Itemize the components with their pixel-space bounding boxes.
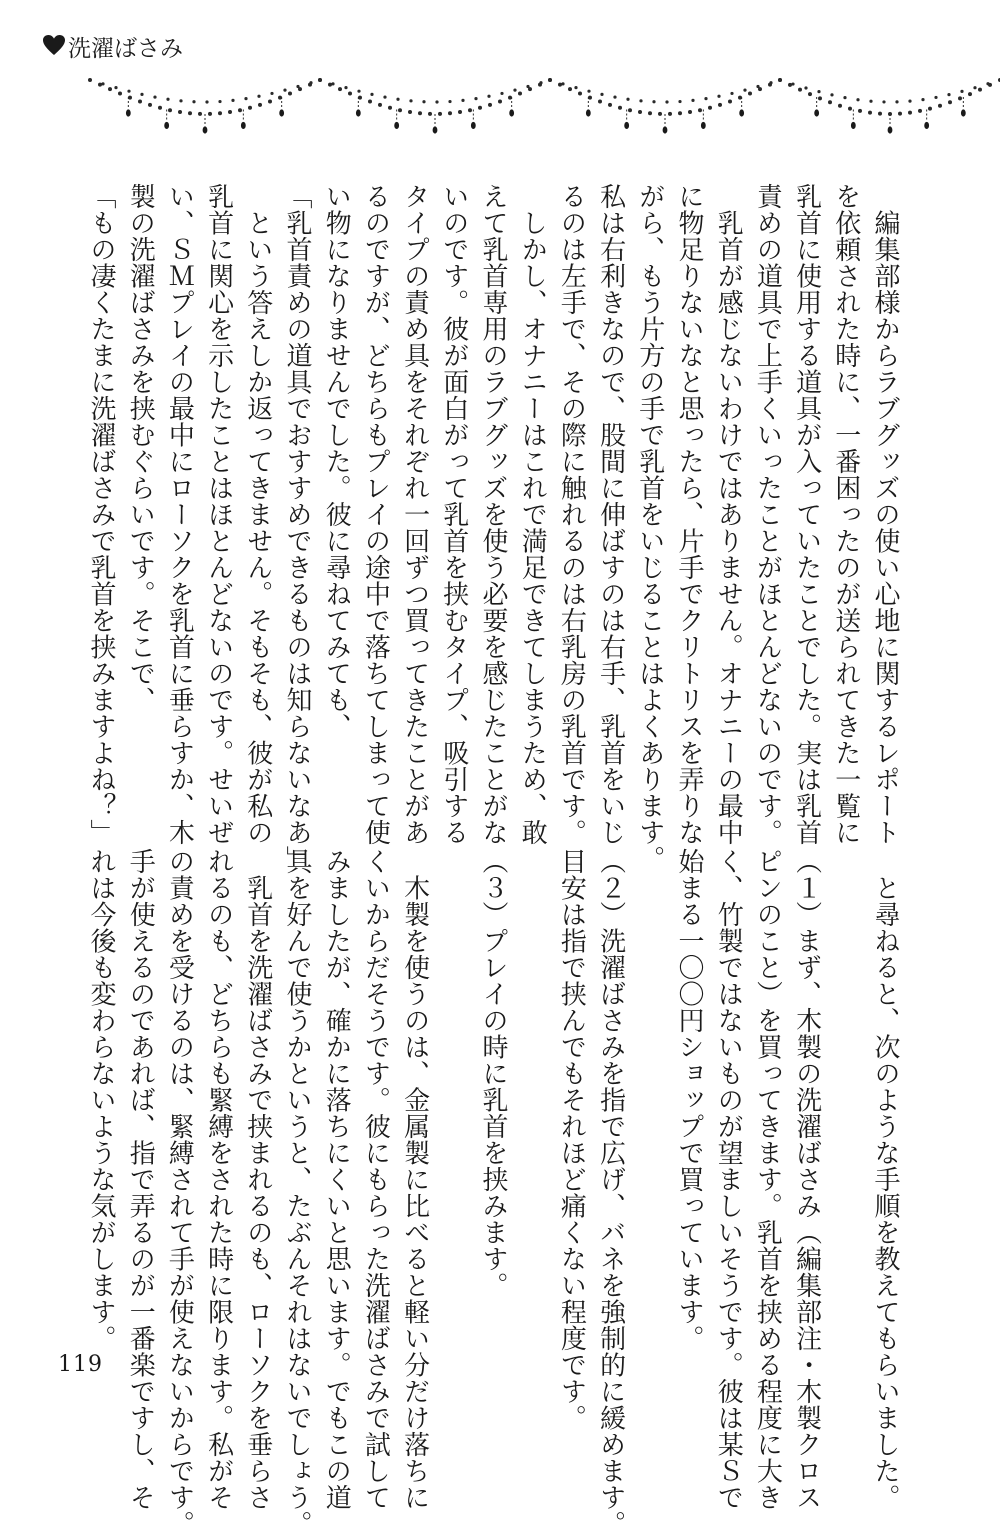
text-column: 目安は指で挟んでもそれほど痛くない程度です。 <box>556 848 587 1431</box>
garland-dot <box>435 100 438 103</box>
garland-dot <box>818 96 822 100</box>
garland-dot <box>179 99 182 102</box>
garland-dot <box>198 112 202 116</box>
garland-dot <box>238 108 242 112</box>
garland-dot <box>598 99 602 103</box>
garland-dot <box>728 99 732 103</box>
garland-pendant <box>356 109 361 116</box>
garland-pendant <box>701 122 706 129</box>
garland-dot <box>296 85 299 88</box>
garland-pendant <box>126 109 131 116</box>
text-column: 始まる一〇〇円ショップで買っています。 <box>674 848 704 1352</box>
garland-dot <box>244 97 247 100</box>
garland-dot <box>698 108 702 112</box>
garland-pendant <box>586 109 591 116</box>
garland-dot <box>798 88 802 92</box>
garland-dot <box>396 98 399 101</box>
garland-pendant <box>888 126 893 133</box>
garland-dot <box>378 103 382 107</box>
text-column: （１）まず、木製の洗濯ばさみ（編集部注・木製クロス <box>791 848 822 1511</box>
garland-pendant <box>814 109 819 116</box>
garland-dot <box>318 78 321 81</box>
text-column: を依頼された時に、一番困ったのが送られてきた一覧に <box>830 183 861 846</box>
garland-dot <box>778 78 781 81</box>
text-column: と尋ねると、次のような手順を教えてもらいました。 <box>870 848 900 1511</box>
garland-dot <box>688 110 692 114</box>
garland-dot <box>398 108 402 112</box>
garland-dot <box>613 95 616 98</box>
garland-dot <box>218 111 222 115</box>
garland-pendant <box>663 126 668 133</box>
garland-dot <box>968 92 972 96</box>
text-column: 製の洗濯ばさみを挟むぐらいです。そこで、 <box>125 183 156 713</box>
text-column: しかし、オナニーはこれで満足できてしまうため、敢 <box>517 183 548 846</box>
garland-dot <box>331 82 334 85</box>
garland-dot <box>708 106 712 110</box>
garland-dot <box>817 90 820 93</box>
text-column <box>827 848 859 1338</box>
garland-dot <box>918 109 922 113</box>
text-column: いのです。彼が面白がって乳首を挟むタイプ、吸引する <box>438 183 469 846</box>
garland-dot <box>288 92 292 96</box>
garland-dot <box>108 87 112 91</box>
garland-dot <box>548 78 551 81</box>
text-column: い物になりませんでした。彼に尋ねてみても、 <box>321 183 352 740</box>
garland-dot <box>717 95 720 98</box>
text-column: れるのも、どちらも緊縛をされた時に限ります。私がそ <box>203 848 234 1511</box>
garland-dot <box>638 110 642 114</box>
garland-dot <box>608 103 612 107</box>
text-column: 乳首に使用する道具が入っていたことでした。実は乳首 <box>791 183 822 846</box>
garland-dot <box>270 92 273 95</box>
garland-dot <box>158 106 162 110</box>
text-column: に物足りないなと思ったら、片手でクリトリスを弄りな <box>674 183 704 846</box>
garland-dot <box>188 111 192 115</box>
garland-dot <box>626 98 629 101</box>
garland-dot <box>138 99 142 103</box>
garland-pendant <box>471 122 476 129</box>
garland-dot <box>978 88 982 92</box>
text-column: 私は右利きなので、股間に伸ばすのは右手、乳首をいじ <box>595 183 626 846</box>
garland-dot <box>208 112 212 116</box>
garland-dot <box>500 92 503 95</box>
garland-dot <box>526 85 529 88</box>
garland-dot <box>178 110 182 114</box>
decorative-garland <box>80 72 1000 142</box>
garland-dot <box>461 99 464 102</box>
garland-dot <box>973 86 976 89</box>
garland-dot <box>756 85 759 88</box>
garland-dot <box>127 90 130 93</box>
garland-dot <box>658 112 662 116</box>
garland-dot <box>468 108 472 112</box>
garland-dot <box>921 98 924 101</box>
garland-dot <box>578 92 582 96</box>
text-column <box>513 848 545 1338</box>
garland-pendant <box>961 109 966 116</box>
garland-dot <box>958 96 962 100</box>
garland-dot <box>98 83 102 87</box>
garland-dot <box>743 89 746 92</box>
text-column: く、竹製ではないものが望ましいそうです。彼は某Ｓで <box>713 848 744 1511</box>
garland-dot <box>788 83 792 87</box>
garland-dot <box>587 90 590 93</box>
garland-pendant <box>279 109 284 116</box>
garland-dot <box>934 96 937 99</box>
garland-dot <box>791 82 794 85</box>
heart-icon <box>42 34 66 64</box>
garland-dot <box>748 92 752 96</box>
garland-dot <box>947 93 950 96</box>
garland-dot <box>574 86 577 89</box>
text-column: （２）洗濯ばさみを指で広げ、バネを強制的に緩めます。 <box>595 848 626 1537</box>
garland-dot <box>668 112 672 116</box>
garland-dot <box>838 104 842 108</box>
garland-dot <box>628 108 632 112</box>
text-column: えて乳首専用のラブグッズを使う必要を感じたことがな <box>478 183 508 846</box>
garland-dot <box>388 106 392 110</box>
garland-dot <box>986 82 989 85</box>
garland-dot <box>192 100 195 103</box>
garland-dot <box>948 100 952 104</box>
garland-dot <box>488 103 492 107</box>
garland-dot <box>268 99 272 103</box>
garland-dot <box>878 112 882 116</box>
garland-dot <box>383 95 386 98</box>
garland-dot <box>848 107 852 111</box>
text-column: 乳首を洗濯ばさみで挟まれるのも、ローソクを垂らさ <box>242 848 273 1511</box>
text-column: くいからだそうです。彼にもらった洗濯ばさみで試して <box>360 848 391 1511</box>
garland-dot <box>518 92 522 96</box>
garland-dot <box>539 81 542 84</box>
garland-dot <box>448 111 452 115</box>
garland-dot <box>309 81 312 84</box>
garland-dot <box>448 100 451 103</box>
garland-dot <box>618 106 622 110</box>
garland-dot <box>678 100 681 103</box>
text-column: という答えしか返ってきません。そもそも、彼が私の <box>242 183 273 846</box>
garland-dot <box>665 100 668 103</box>
text-column: 「乳首責めの道具でおすすめできるものは知らないなあ」 <box>282 183 312 872</box>
garland-dot <box>718 103 722 107</box>
garland-dot <box>458 110 462 114</box>
garland-dot <box>928 107 932 111</box>
text-column <box>435 848 467 1338</box>
garland-dot <box>513 89 516 92</box>
text-column: 編集部様からラブグッズの使い心地に関するレポート <box>870 183 900 846</box>
garland-dot <box>101 82 104 85</box>
garland-dot <box>652 100 655 103</box>
garland-dot <box>769 81 772 84</box>
text-column: ピンのこと）を買ってきます。乳首を挟める程度に大き <box>752 848 783 1511</box>
text-column: 乳首に関心を示したことはほとんどないのです。せいぜ <box>203 183 234 846</box>
garland-dot <box>218 100 221 103</box>
text-column: タイプの責め具をそれぞれ一回ずつ買ってきたことがあ <box>399 183 430 846</box>
garland-dot <box>895 100 898 103</box>
garland-dot <box>830 93 833 96</box>
garland-pendant <box>851 122 856 129</box>
garland-dot <box>344 86 347 89</box>
garland-dot <box>231 99 234 102</box>
garland-dot <box>418 111 422 115</box>
garland-dot <box>843 96 846 99</box>
garland-dot <box>283 89 286 92</box>
garland-dot <box>558 83 562 87</box>
garland-pendant <box>394 122 399 129</box>
garland-dot <box>691 99 694 102</box>
text-column: い、ＳＭプレイの最中にローソクを乳首に垂らすか、木 <box>164 183 195 846</box>
garland-dot <box>140 93 143 96</box>
garland-dot <box>869 100 872 103</box>
garland-dot <box>600 93 603 96</box>
text-column: れは今後も変わらないような気がします。 <box>86 848 116 1352</box>
garland-pendant <box>433 126 438 133</box>
garland-dot <box>478 106 482 110</box>
garland-dot <box>828 100 832 104</box>
garland-dot <box>960 90 963 93</box>
garland-dot <box>368 99 372 103</box>
text-column: るのは左手で、その際に触れるのは右乳房の乳首です。 <box>556 183 587 846</box>
garland-dot <box>228 110 232 114</box>
text-column: の責めを受けるのは、緊縛されて手が使えないからです。 <box>164 848 195 1537</box>
garland-dot <box>422 100 425 103</box>
garland-dot <box>868 111 872 115</box>
garland-pendant <box>739 109 744 116</box>
garland-pendant <box>924 122 929 129</box>
text-column <box>631 848 663 1338</box>
chapter-title: 洗濯ばさみ <box>68 36 183 62</box>
garland-dot <box>639 99 642 102</box>
garland-dot <box>153 95 156 98</box>
garland-dot <box>168 108 172 112</box>
text-column: 木製を使うのは、金属製に比べると軽い分だけ落ちに <box>399 848 430 1511</box>
garland-pendant <box>203 126 208 133</box>
garland-dot <box>678 111 682 115</box>
text-column: るのですが、どちらもプレイの途中で落ちてしまって使 <box>360 183 391 846</box>
garland-dot <box>498 99 502 103</box>
garland-dot <box>908 111 912 115</box>
garland-dot <box>858 109 862 113</box>
garland-dot <box>568 87 572 91</box>
garland-dot <box>114 86 117 89</box>
garland-dot <box>856 98 859 101</box>
garland-dot <box>328 83 332 87</box>
garland-dot <box>205 100 208 103</box>
text-column: みましたが、確かに落ちにくいと思います。でもこの道 <box>321 848 352 1511</box>
garland-dot <box>804 86 807 89</box>
text-column: がら、もう片方の手で乳首をいじることはよくあります。 <box>634 183 665 872</box>
garland-dot <box>348 92 352 96</box>
garland-dot <box>938 104 942 108</box>
garland-dot <box>257 95 260 98</box>
garland-dot <box>474 97 477 100</box>
garland-dot <box>258 103 262 107</box>
garland-dot <box>898 112 902 116</box>
garland-dot <box>148 103 152 107</box>
text-column: 乳首が感じないわけではありません。オナニーの最中 <box>713 183 744 846</box>
garland-pendant <box>241 122 246 129</box>
garland-dot <box>248 106 252 110</box>
garland-dot <box>118 92 122 96</box>
garland-dot <box>438 112 442 116</box>
garland-dot <box>409 99 412 102</box>
text-column: 具を好んで使うかというと、たぶんそれはないでしょう。 <box>282 848 312 1537</box>
garland-dot <box>648 111 652 115</box>
garland-pendant <box>509 109 514 116</box>
garland-dot <box>730 92 733 95</box>
chapter-header <box>42 34 183 64</box>
text-column: （３）プレイの時に乳首を挟みます。 <box>478 848 508 1299</box>
garland-dot <box>882 100 885 103</box>
garland-dot <box>370 93 373 96</box>
garland-dot <box>808 92 812 96</box>
page-number: 119 <box>58 1352 103 1377</box>
garland-dot <box>428 112 432 116</box>
garland-dot <box>88 78 91 81</box>
garland-dot <box>166 98 169 101</box>
garland-pendant <box>164 122 169 129</box>
garland-dot <box>357 90 360 93</box>
garland-pendant <box>624 122 629 129</box>
garland-dot <box>561 82 564 85</box>
garland-dot <box>338 87 342 91</box>
garland-dot <box>704 97 707 100</box>
garland-dot <box>487 95 490 98</box>
garland-dot <box>908 100 911 103</box>
text-column: 「もの凄くたまに洗濯ばさみで乳首を挟みますよね？」 <box>86 183 116 846</box>
text-column: 責めの道具で上手くいったことがほとんどないのです。 <box>752 183 783 846</box>
text-column: 手が使えるのであれば、指で弄るのが一番楽ですし、そ <box>125 848 156 1511</box>
garland-dot <box>408 110 412 114</box>
